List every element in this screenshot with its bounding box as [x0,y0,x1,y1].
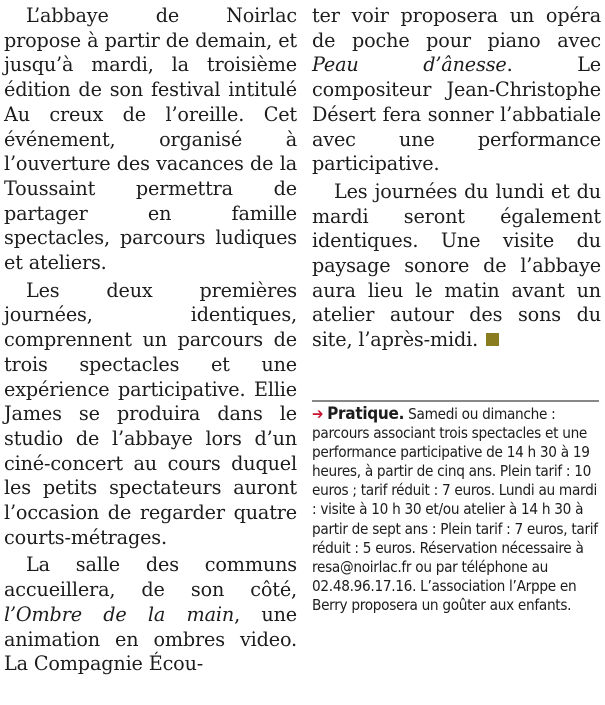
text-segment: , une animation en ombres video. La Compagnie Écou- [4,602,297,676]
article-column-right [312,4,601,353]
pratique-label: Pratique. [327,404,405,424]
paragraph-intro: L’abbaye de Noirlac propose à partir de demain, et jusqu’à mardi, la troisième édition de son festival intitulé Au creux de l’oreille. Cet événement, organisé à l’ouverture des vacances de la Toussaint permettra de partager en famille spectacles, parcours ludiques et ateliers. [4,4,297,275]
show-title-peau: Peau d’ânesse [312,53,507,77]
paragraph-salle-communs [4,553,297,677]
paragraph-first-days: Les deux premières journées, identiques, comprennent un parcours de trois spectacles et une expérience participative. Ellie James se produira dans le studio de l’abbaye lors d’un ciné-concert au cours duquel les petits spectateurs auront l’occasion de regarder quatre courts-métrages. [4,278,297,549]
text-segment: ter voir proposera un opéra de poche pour piano avec [312,4,601,52]
pratique-text: Samedi ou dimanche : parcours associant trois spectacles et une performance participative de 14 h 30 à 19 heures, à partir de cinq ans. Plein tarif : 10 euros ; tarif réduit : 7 euros. Lundi au mardi : visite à 10 h 30 et/ou atelier à 14 h 30 à partir de sept ans : Plein tarif : 7 euros, tarif réduit : 5 euros. Réservation nécessaire à resa@noirlac.fr ou par téléphone au 02.48.96.17.16. L’association l’Arppe en Berry proposera un goûter aux enfants. [312,405,598,614]
article-column-left [4,4,297,677]
pratique-paragraph [312,405,599,615]
paragraph-monday-tuesday [312,180,601,353]
arrow-right-icon: ➔ [312,405,324,423]
end-of-article-square-icon [486,333,499,346]
text-segment: Les journées du lundi et du mardi seront également identiques. Une visite du paysage sonore de l’abbaye aura lieu le matin avant un atelier autour des sons du site, l’après-midi. [312,179,601,352]
text-segment: . Le compositeur Jean-Christophe Désert fera sonner l’abbatiale avec une performance participative. [312,53,601,176]
paragraph-opera [312,4,601,177]
show-title-ombre: l’Ombre de la main [4,602,235,626]
pratique-info-box [312,400,599,615]
text-segment: La salle des communs accueillera, de son côté, [4,553,297,602]
